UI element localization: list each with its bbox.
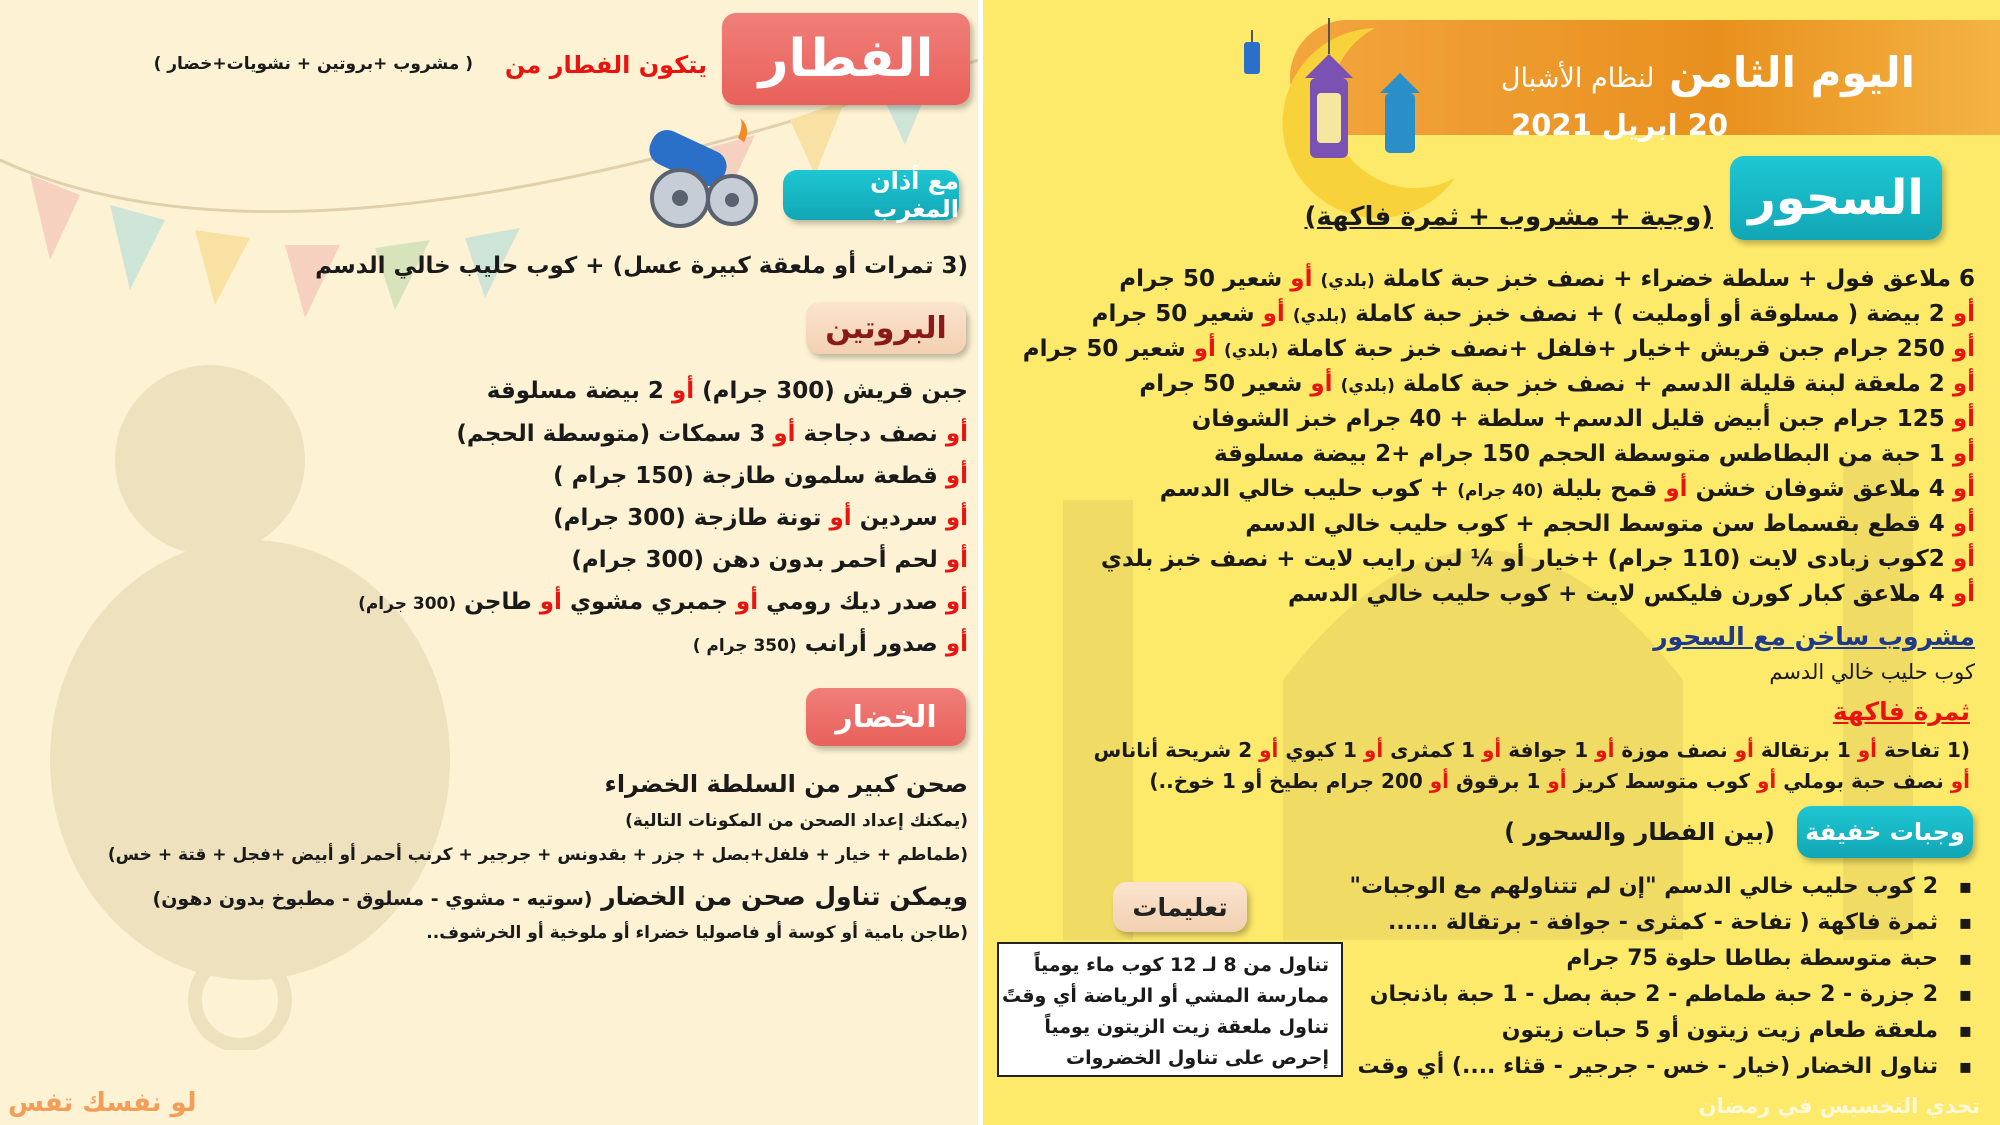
veg-examples: (طاجن بامية أو كوسة أو فاصوليا خضراء أو ملوخية أو الخرشوف.. [426,923,968,943]
suhoor-option-3: أو 250 جرام جبن قريش +خيار +فلفل +نصف خبز حبة كاملة (بلدي) أو شعير 50 جرام [1022,336,1975,362]
instructions-title-badge [1113,882,1247,932]
snack-item-3: حبة متوسطة بطاطا حلوة 75 جرام ▪ [1566,946,1938,971]
suhoor-option-8: أو 4 قطع بقسماط سن متوسط الحجم + كوب حليب خالي الدسم [1245,511,1975,537]
snack-item-5: ملعقة طعام زيت زيتون أو 5 حبات زيتون ▪ [1502,1018,1938,1043]
suhoor-subtitle: (وجبة + مشروب + ثمرة فاكهة) [1304,202,1713,232]
suhoor-option-5: أو 125 جرام جبن أبيض قليل الدسم+ سلطة + 40 جرام خبز الشوفان [1191,406,1975,432]
instruction-item-4: إحرص على تناول الخضروات [1065,1047,1329,1069]
instruction-item-3: تناول ملعقة زيت الزيتون يومياً [1044,1016,1329,1038]
snacks-title-badge [1797,806,1973,858]
hot-drink-title: مشروب ساخن مع السحور [1653,622,1975,651]
protein-item-7: أو صدور أرانب (350 جرام ) [692,631,968,657]
day-title: اليوم الثامن لنظام الأشبال [1500,48,1915,97]
suhoor-option-4: أو 2 ملعقة لبنة قليلة الدسم + نصف خبز حبة كاملة (بلدي) أو شعير 50 جرام [1139,371,1975,397]
day-date: 20 ابريل 2021 [1511,108,1728,142]
snacks-subtitle: (بين الفطار والسحور ) [1504,818,1775,846]
iftar-title: الفطار [758,29,934,89]
suhoor-option-1: 6 ملاعق فول + سلطة خضراء + نصف خبز حبة كاملة (بلدي) أو شعير 50 جرام [1119,266,1975,292]
protein-title-badge [806,302,966,354]
fruit-line-1: (1 تفاحة أو 1 برتقالة أو نصف موزة أو 1 جوافة أو 1 كمثرى أو 1 كيوي أو 2 شريحة أناناس [1093,738,1970,762]
protein-title: البروتين [825,310,947,346]
iftar-composition-label: يتكون الفطار من [504,51,707,79]
snack-item-4: 2 جزرة - 2 حبة طماطم - 2 حبة بصل - 1 حبة باذنجان ▪ [1370,982,1938,1007]
snacks-title: وجبات خفيفة [1805,818,1965,846]
suhoor-title: السحور [1748,170,1924,226]
brand-logo-text: لو نفسك تفس [8,1088,197,1118]
veg-ingredients: (طماطم + خيار + فلفل+بصل + جزر + بقدونس + جرجير + كرنب أحمر أو أبيض +فجل + قتة + خس) [107,845,968,865]
protein-item-6: أو صدر ديك رومي أو جمبري مشوي أو طاجن (300 جرام) [358,589,968,615]
suhoor-option-10: أو 4 ملاعق كبار كورن فليكس لايت + كوب حليب خالي الدسم [1287,581,1975,607]
crescent-lantern-icon [1255,18,1465,218]
maghrib-title: مع أذان المغرب [870,167,959,223]
protein-item-5: أو لحم أحمر بدون دهن (300 جرام) [571,547,968,573]
suhoor-option-6: أو 1 حبة من البطاطس متوسطة الحجم 150 جرام +2 بيضة مسلوقة [1213,441,1975,467]
iftar-title-badge [722,13,970,105]
instructions-title: تعليمات [1132,892,1228,922]
instructions-box [997,942,1343,1077]
suhoor-option-2: أو 2 بيضة ( مسلوقة أو أومليت ) + نصف خبز حبة كاملة (بلدي) أو شعير 50 جرام [1091,301,1975,327]
protein-item-2: أو نصف دجاجة أو 3 سمكات (متوسطة الحجم) [456,421,968,447]
character-silhouette-decoration [40,330,460,1050]
veg-title: الخضار [835,699,937,735]
veg-cooked: ويمكن تناول صحن من الخضار (سوتيه - مشوي - مسلوق - مطبوخ بدون دهون) [152,882,968,911]
ramadan-cannon-icon [640,118,760,233]
challenge-logo-text: تحدي التخسيس في رمضان [1698,1094,1980,1118]
small-lantern-icon [1240,30,1264,82]
veg-prep: (يمكنك إعداد الصحن من المكونات التالية) [625,811,968,831]
hot-drink: كوب حليب خالي الدسم [1769,660,1975,684]
suhoor-title-badge [1730,156,1942,240]
maghrib-badge [783,167,959,223]
protein-item-4: أو سردين أو تونة طازجة (300 جرام) [553,505,968,531]
fruit-line-2: أو نصف حبة بوملي أو كوب متوسط كريز أو 1 برقوق أو 200 جرام بطيخ أو 1 خوخ..) [1149,769,1970,793]
instruction-item-2: ممارسة المشي أو الرياضة أي وقتً [1001,985,1329,1007]
suhoor-option-9: أو 2كوب زبادى لايت (110 جرام) +خيار أو ¼ لبن رايب لايت + نصف خبز بلدي [1100,546,1975,572]
fruit-title: ثمرة فاكهة [1832,697,1970,726]
iftar-panel [0,0,978,1125]
snack-item-2: ثمرة فاكهة ( تفاحة - كمثرى - جوافة - برتقالة ...... ▪ [1388,910,1938,935]
protein-item-1: جبن قريش (300 جرام) أو 2 بيضة مسلوقة [486,378,968,404]
maghrib-text: (3 تمرات أو ملعقة كبيرة عسل) + كوب حليب خالي الدسم [315,253,968,279]
suhoor-option-7: أو 4 ملاعق شوفان خشن أو قمح بليلة (40 جرام) + كوب حليب خالي الدسم [1159,476,1975,502]
protein-item-3: أو قطعة سلمون طازجة (150 جرام ) [553,463,968,489]
snack-item-1: 2 كوب حليب خالي الدسم "إن لم تتناولهم مع الوجبات" ▪ [1350,874,1938,899]
instruction-item-1: تناول من 8 لـ 12 كوب ماء يومياً [1033,954,1329,976]
snack-item-6: تناول الخضار (خيار - خس - جرجير - قثاء ....) أي وقت ▪ [1358,1054,1938,1079]
iftar-composition: ( مشروب +بروتين + نشويات+خضار ) [153,54,473,74]
veg-title-badge [806,688,966,746]
veg-salad: صحن كبير من السلطة الخضراء [604,770,968,798]
